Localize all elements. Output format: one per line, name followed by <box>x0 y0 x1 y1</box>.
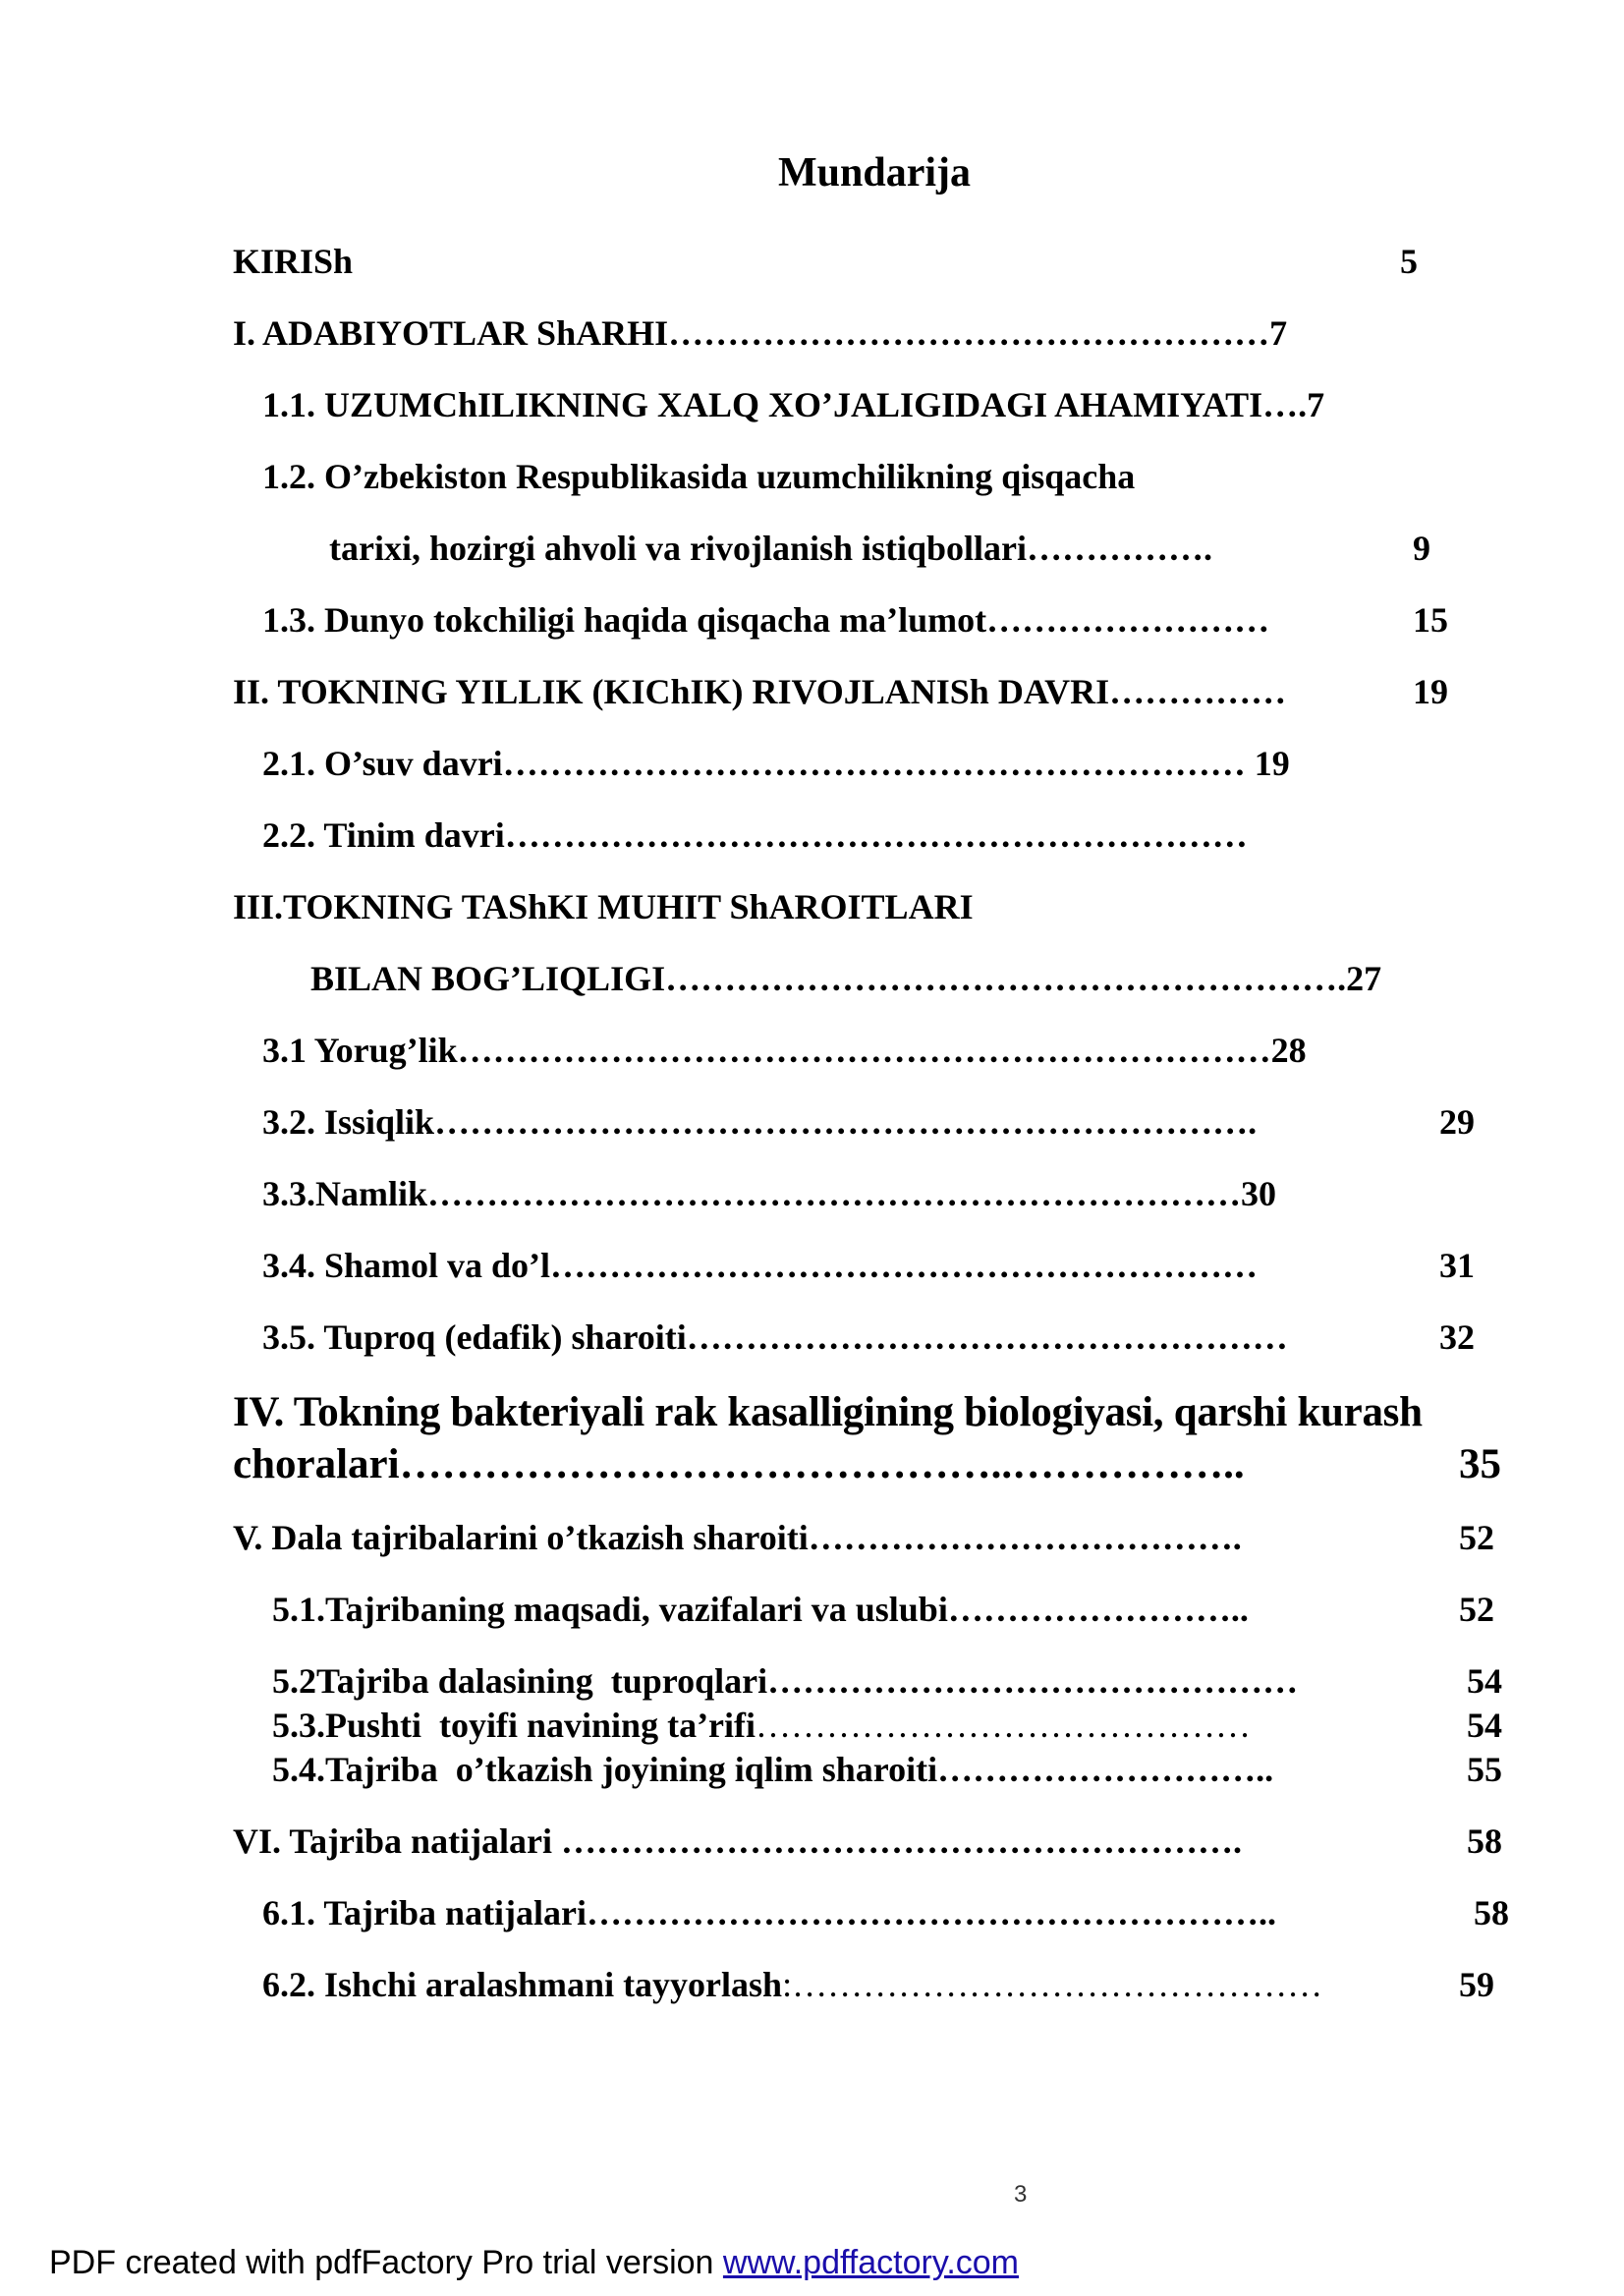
toc-page-number: 59 <box>1459 1965 1494 2004</box>
toc-entry-label: 6.2. Ishchi aralashmani tayyorlash <box>262 1965 783 2004</box>
toc-entry <box>262 1967 1322 2002</box>
toc-page-number: 52 <box>1459 1590 1494 1629</box>
toc-page-number: 9 <box>1413 529 1430 568</box>
toc-entry: 1.2. O’zbekiston Respublikasida uzumchilikning qisqacha <box>262 457 1136 496</box>
toc-page-number: 54 <box>1467 1661 1502 1701</box>
toc-entry: 3.4. Shamol va do’l…………………………………………………… <box>262 1246 1259 1285</box>
toc-entry: VI. Tajriba natijalari …………………………………………………. <box>233 1821 1243 1861</box>
toc-entry: 3.1 Yorug’lik……………………………………………………………28 <box>262 1031 1307 1070</box>
toc-page-number: 52 <box>1459 1518 1494 1557</box>
toc-entry: 6.1. Tajriba natijalari………………………………………………….. <box>262 1893 1277 1932</box>
toc-page-number: 5 <box>1400 242 1418 281</box>
watermark-link[interactable]: www.pdffactory.com <box>722 2244 1019 2281</box>
toc-page-number: 32 <box>1439 1317 1475 1357</box>
page-title: Mundarija <box>777 150 971 196</box>
page-number: 3 <box>1014 2181 1028 2208</box>
toc-entry-label: 5.3.Pushti toyifi navining ta’rifi <box>272 1706 756 1745</box>
toc-entry-leader: :……………………………………… <box>782 1965 1323 2004</box>
toc-entry: 1.3. Dunyo tokchiligi haqida qisqacha ma’lumot…………………… <box>262 600 1270 640</box>
toc-page-number: 54 <box>1467 1706 1502 1745</box>
toc-entry-leader: …………………………………… <box>756 1706 1252 1745</box>
toc-page-number: 58 <box>1474 1893 1509 1932</box>
toc-page-number: 58 <box>1467 1821 1502 1861</box>
toc-page-number: 31 <box>1439 1246 1475 1285</box>
toc-entry: III.TOKNING TAShKI MUHIT ShAROITLARI <box>233 887 974 926</box>
toc-entry: 5.4.Tajriba o’tkazish joyining iqlim sharoiti……………………….. <box>272 1750 1274 1789</box>
toc-entry: KIRISh <box>233 242 354 281</box>
toc-entry: 5.1.Tajribaning maqsadi, vazifalari va uslubi…………………….. <box>272 1590 1249 1629</box>
toc-entry: V. Dala tajribalarini o’tkazish sharoiti………………………………. <box>233 1518 1242 1557</box>
toc-entry: BILAN BOG’LIQLIGI………………………………………………….27 <box>310 959 1382 998</box>
toc-entry: 3.2. Issiqlik……………………………………………………………. <box>262 1102 1258 1142</box>
toc-entry: II. TOKNING YILLIK (KIChIK) RIVOJLANISh DAVRI…………… <box>233 672 1287 711</box>
toc-page-number: 15 <box>1413 600 1448 640</box>
toc-page-number: 35 <box>1459 1441 1501 1487</box>
toc-entry: choralari……………………………………..…………….. <box>233 1441 1245 1487</box>
toc-page-number: 19 <box>1413 672 1448 711</box>
toc-entry: 2.1. O’suv davri……………………………………………………… 19 <box>262 744 1290 783</box>
watermark-text: PDF created with pdfFactory Pro trial version <box>49 2244 723 2281</box>
toc-entry: 5.2Tajriba dalasining tuproqlari……………………………………… <box>272 1661 1299 1701</box>
toc-entry: IV. Tokning bakteriyali rak kasalligining biologiyasi, qarshi kurash <box>233 1389 1423 1435</box>
toc-entry: 2.2. Tinim davri……………………………………………………… <box>262 815 1248 855</box>
toc-entry: 3.5. Tuproq (edafik) sharoiti…………………………………………… <box>262 1317 1288 1357</box>
toc-entry: 3.3.Namlik……………………………………………………………30 <box>262 1174 1277 1213</box>
toc-entry: 1.1. UZUMChILIKNING XALQ XO’JALIGIDAGI AHAMIYATI….7 <box>262 385 1325 424</box>
pdf-watermark <box>49 2244 1019 2282</box>
toc-entry: tarixi, hozirgi ahvoli va rivojlanish istiqbollari……………. <box>329 529 1213 568</box>
toc-entry: I. ADABIYOTLAR ShARHI……………………………………………7 <box>233 313 1288 353</box>
toc-page-number: 55 <box>1467 1750 1502 1789</box>
toc-entry <box>272 1708 1251 1743</box>
toc-page-number: 29 <box>1439 1102 1475 1142</box>
